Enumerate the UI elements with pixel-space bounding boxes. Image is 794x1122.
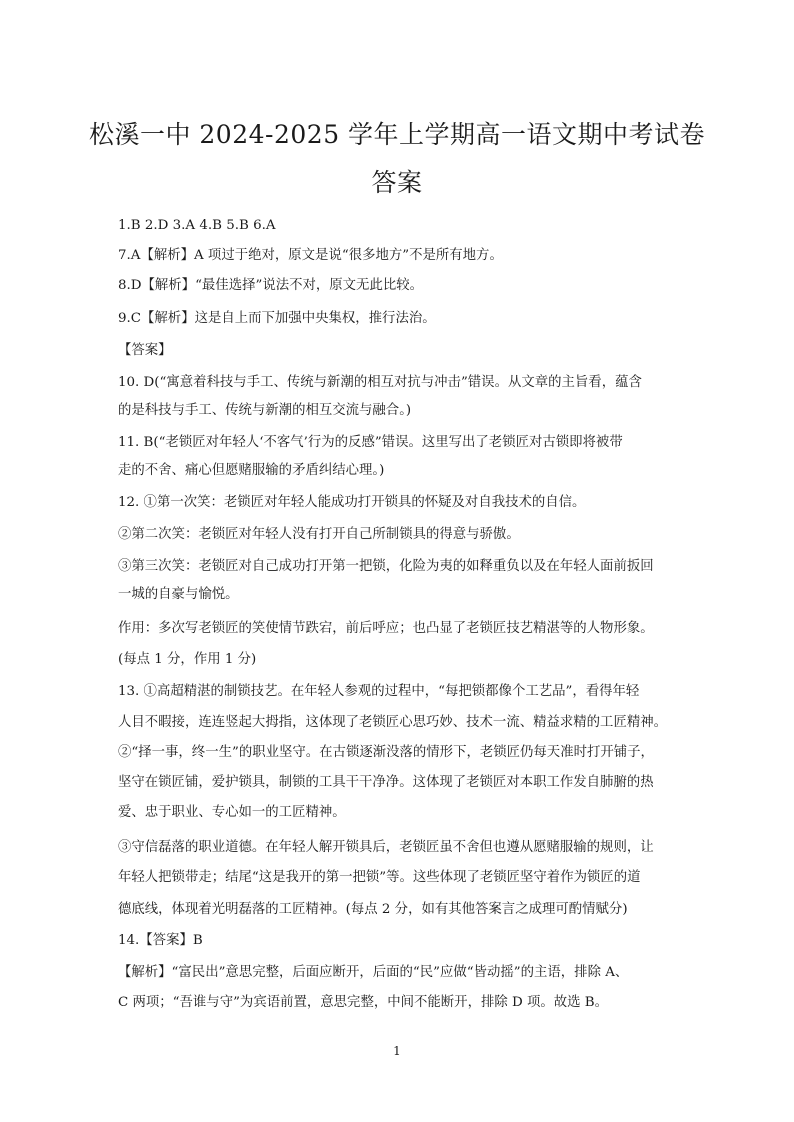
text-line: 作用：多次写老锁匠的笑使情节跌宕，前后呼应；也凸显了老锁匠技艺精湛等的人物形象。 [118,621,654,636]
text-line: ③第三次笑：老锁匠对自己成功打开第一把锁，化险为夷的如释重负以及在年轻人面前扳回 [118,559,654,574]
text-line: 人目不暇接，连连竖起大拇指，这体现了老锁匠心思巧妙、技术一流、精益求精的工匠精神。 [118,715,668,730]
text-line: 12. ①第一次笑：老锁匠对年轻人能成功打开锁具的怀疑及对自我技术的自信。 [118,495,586,510]
document-subtitle: 答案 [371,168,423,197]
text-line: ③守信磊落的职业道德。在年轻人解开锁具后，老锁匠虽不舍但也遵从愿赌服输的规则，让 [118,840,654,855]
page-number: 1 [393,1044,401,1058]
text-line: 一城的自豪与愉悦。 [118,587,239,602]
text-line: 走的不舍、痛心但愿赌服输的矛盾纠结心理。) [118,463,385,478]
text-line: C 两项；“吾谁与守”为宾语前置，意思完整，中间不能断开，排除 D 项。故选 B。 [118,995,609,1010]
text-line: 德底线，体现着光明磊落的工匠精神。(每点 2 分，如有其他答案言之成理可酌情赋分) [118,902,628,917]
text-line: 10. D(“寓意着科技与手工、传统与新潮的相互对抗与冲击”错误。从文章的主旨看，蕴含 [118,375,642,390]
text-line: 年轻人把锁带走；结尾“这是我开的第一把锁”等。这些体现了老锁匠坚守着作为锁匠的道 [118,870,641,885]
text-line: 坚守在锁匠铺，爱护锁具，制锁的工具干干净净。这体现了老锁匠对本职工作发自肺腑的热 [118,775,654,790]
text-line: 8.D【解析】“最佳选择”说法不对，原文无此比较。 [118,278,424,293]
text-line: ②“择一事，终一生”的职业坚守。在古锁逐渐没落的情形下，老锁匠仍每天准时打开铺子， [118,745,654,760]
text-line: 1.B 2.D 3.A 4.B 5.B 6.A [118,218,276,233]
text-line: ②第二次笑：老锁匠对年轻人没有打开自己所制锁具的得意与骄傲。 [118,527,520,542]
text-line: 爱、忠于职业、专心如一的工匠精神。 [118,805,346,820]
text-line: (每点 1 分，作用 1 分) [118,652,257,667]
text-line: 的是科技与手工、传统与新潮的相互交流与融合。) [118,403,412,418]
text-line: 9.C【解析】这是自上而下加强中央集权，推行法治。 [118,311,436,326]
document-title: 松溪一中 2024-2025 学年上学期高一语文期中考试卷 [88,120,706,149]
text-line: 13. ①高超精湛的制锁技艺。在年轻人参观的过程中，“每把锁都像个工艺品”，看得年轻 [118,684,640,699]
text-line: 14.【答案】B [118,933,203,948]
text-line: 11. B(“老锁匠对年轻人‘不客气’行为的反感”错误。这里写出了老锁匠对古锁即将被带 [118,435,623,450]
text-line: 7.A【解析】A 项过于绝对，原文是说“很多地方”不是所有地方。 [118,248,503,263]
text-line: 【解析】“富民出”意思完整，后面应断开，后面的“民”应做“皆动摇”的主语，排除 A、 [118,965,629,980]
text-line: 【答案】 [118,343,172,358]
